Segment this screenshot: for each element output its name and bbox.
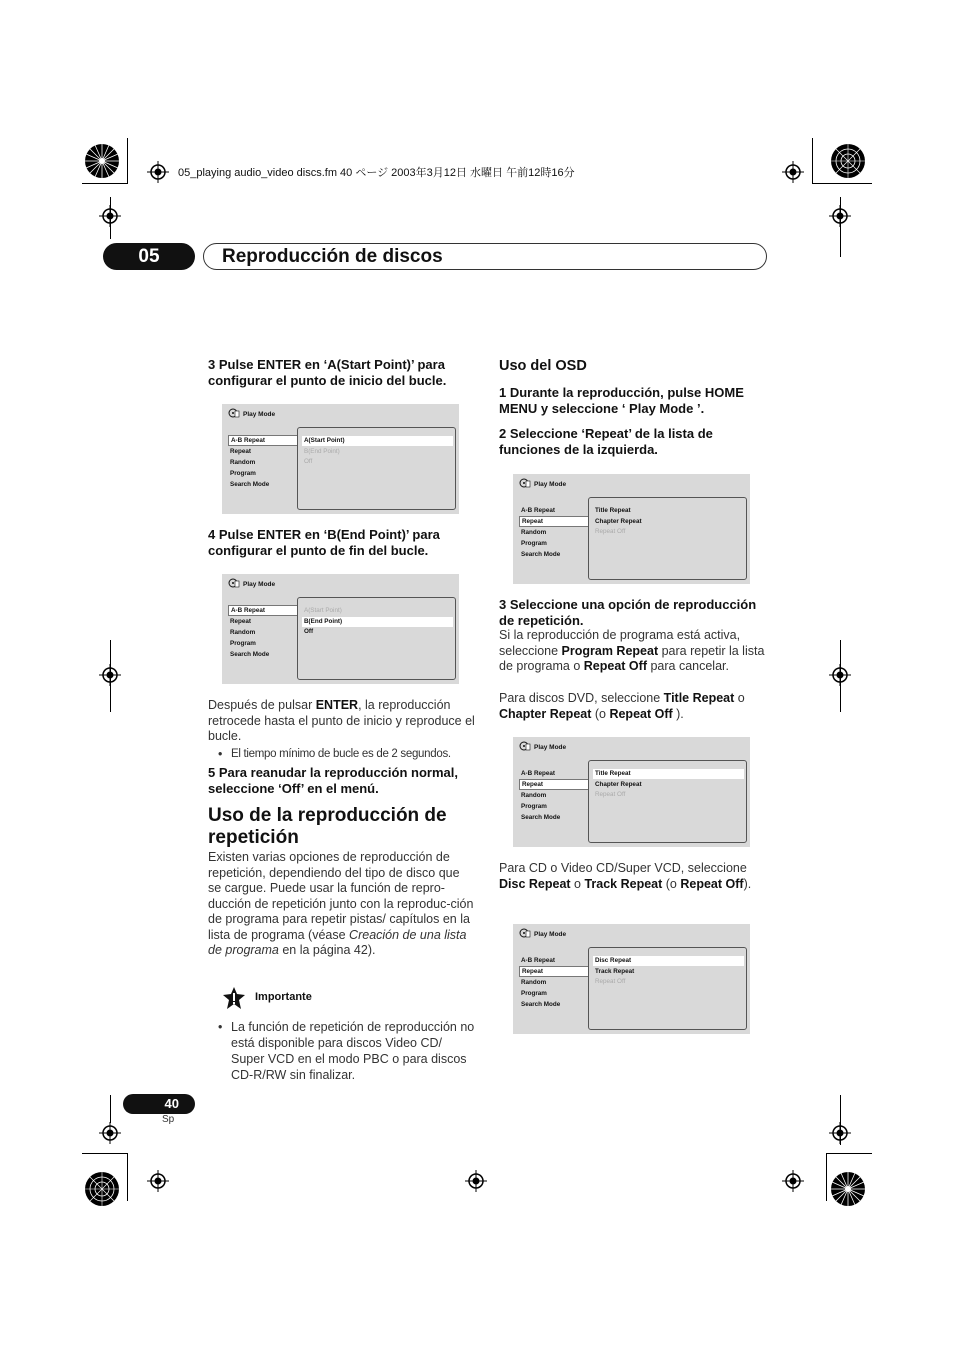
osd-menu-item[interactable]: Search Mode [521, 551, 561, 558]
osd-option[interactable]: Repeat Off [595, 978, 626, 985]
section-title-repeat: Uso de la reproducción de repetición [208, 805, 447, 848]
crosshair-mark [147, 1170, 169, 1192]
page-number: 40 [123, 1094, 195, 1114]
osd-menu-item[interactable]: A-B Repeat [521, 507, 555, 514]
text-run: para repetir la lista de programa o [499, 643, 765, 673]
osd-option[interactable]: B(End Point) [304, 448, 340, 455]
osd-menu-item[interactable]: Random [521, 529, 547, 536]
osd-menu [519, 955, 591, 1010]
step-5-left: 5 Para reanudar la reproducción normal, seleccione ‘Off’ en el menú. [208, 765, 458, 796]
osd-option[interactable]: Title Repeat [593, 769, 744, 779]
bullet-dot: • [218, 747, 223, 761]
crosshair-mark [829, 1122, 851, 1144]
osd-title: Play Mode [243, 411, 276, 418]
dvd-paragraph [499, 691, 767, 722]
crosshair-mark [99, 205, 121, 227]
text-run-bold: Chapter Repeat [499, 706, 592, 721]
crosshair-mark [829, 205, 851, 227]
disc-icon [519, 928, 531, 938]
text-run: o [734, 691, 745, 705]
bullet-dot: • [218, 1020, 223, 1034]
osd-option[interactable]: Title Repeat [595, 507, 631, 514]
crosshair-mark [782, 161, 804, 183]
text-run: o [570, 876, 585, 891]
sunburst-mark-top-left [84, 143, 120, 179]
osd-screen-disc-repeat [513, 924, 750, 1034]
text-run: en la página 42). [278, 943, 376, 957]
text-run: Existen varias opciones de reproducción de repetición, dependiendo del tipo de disco que se cargue. Puede usar la función de repro-ducción de repetición junto con la reproduc-ción de programa para repetir pistas/ capítulos en la lista de programa (véase [208, 850, 474, 942]
text-run: Para discos DVD, seleccione [499, 691, 664, 705]
warning-icon [222, 986, 246, 1010]
language-code: Sp [162, 1114, 175, 1125]
osd-menu-item[interactable]: Search Mode [521, 1001, 561, 1008]
osd-option[interactable]: Repeat Off [595, 528, 626, 535]
osd-options-panel [588, 947, 747, 1030]
text-run-bold: Repeat Off [609, 706, 673, 721]
osd-option[interactable]: Chapter Repeat [595, 518, 642, 525]
osd-title: Play Mode [243, 581, 276, 588]
text-run: Después de pulsar [208, 698, 316, 712]
step-1-right: 1 Durante la reproducción, pulse HOME MENU y seleccione ‘ Play Mode ’. [499, 385, 744, 416]
crosshair-mark [829, 664, 851, 686]
subheading-osd: Uso del OSD [499, 358, 587, 374]
osd-menu-item[interactable]: Random [521, 979, 547, 986]
osd-menu [228, 435, 300, 490]
osd-option[interactable]: Chapter Repeat [595, 781, 642, 788]
osd-menu [519, 505, 591, 560]
osd-menu-item[interactable]: Search Mode [230, 481, 270, 488]
osd-options-panel [297, 427, 456, 510]
osd-options-panel [588, 497, 747, 580]
osd-menu [519, 768, 591, 823]
osd-title: Play Mode [534, 744, 567, 751]
text-run: para cancelar. [646, 659, 729, 673]
osd-menu-item[interactable]: Random [230, 629, 256, 636]
osd-option[interactable]: Disc Repeat [593, 956, 744, 966]
text-run: Si la reproducción de programa está activa, seleccione [499, 628, 741, 658]
chapter-title: Reproducción de discos [222, 246, 443, 267]
osd-screen-ab-start [222, 404, 459, 514]
sunburst-mark-bottom-right [830, 1171, 866, 1207]
text-run-bold: Track Repeat [584, 876, 663, 891]
text-run-bold: Title Repeat [663, 691, 735, 705]
osd-option[interactable]: Track Repeat [595, 968, 635, 975]
program-repeat-paragraph [499, 628, 767, 675]
text-run: ). [743, 876, 752, 891]
disc-icon [519, 478, 531, 488]
osd-menu-item[interactable]: Repeat [519, 966, 594, 977]
osd-option[interactable]: B(End Point) [302, 617, 453, 627]
step-3-left: 3 Pulse ENTER en ‘A(Start Point)’ para configurar el punto de inicio del bucle. [208, 357, 447, 388]
crosshair-mark [147, 161, 169, 183]
step-4-left: 4 Pulse ENTER en ‘B(End Point)’ para configurar el punto de fin del bucle. [208, 527, 440, 558]
osd-options-panel [297, 597, 456, 680]
osd-menu-item[interactable]: Random [230, 459, 256, 466]
osd-menu-item[interactable]: A-B Repeat [228, 435, 303, 446]
step-2-right: 2 Seleccione ‘Repeat’ de la lista de funciones de la izquierda. [499, 426, 713, 457]
osd-options-panel [588, 760, 747, 843]
text-run: (o [662, 876, 681, 891]
text-run-bold: ENTER [315, 698, 359, 712]
disc-icon [228, 408, 240, 418]
osd-screen-title-repeat [513, 737, 750, 847]
chapter-number: 05 [103, 243, 195, 270]
osd-menu-item[interactable]: Program [230, 640, 256, 647]
disc-icon [519, 741, 531, 751]
osd-menu-item[interactable]: Search Mode [521, 814, 561, 821]
osd-title: Play Mode [534, 481, 567, 488]
text-run-bold: Repeat Off [680, 876, 744, 891]
text-run-bold: Program Repeat [561, 643, 659, 658]
important-label: Importante [255, 991, 312, 1003]
osd-menu-item[interactable]: Repeat [519, 779, 594, 790]
repeat-intro-paragraph [208, 850, 476, 959]
bullet-min-loop: El tiempo mínimo de bucle es de 2 segundos. [231, 748, 451, 760]
crosshair-mark [465, 1170, 487, 1192]
osd-menu-item[interactable]: Search Mode [230, 651, 270, 658]
text-run: , la reproducción retrocede hasta el punto de inicio y reproduce el bucle. [208, 698, 475, 743]
osd-menu-item[interactable]: Program [230, 470, 256, 477]
osd-option[interactable]: A(Start Point) [302, 436, 453, 446]
text-run-italic: Creación de una lista de programa [208, 927, 467, 957]
osd-menu-item[interactable]: Repeat [230, 618, 251, 625]
osd-menu-item[interactable]: A-B Repeat [521, 957, 555, 964]
cd-paragraph [499, 861, 767, 892]
osd-option[interactable]: Off [304, 628, 314, 635]
text-run: (o [591, 706, 610, 721]
text-run-bold: Disc Repeat [499, 876, 571, 891]
text-run: ). [672, 706, 684, 721]
osd-option[interactable]: Off [304, 458, 313, 465]
osd-screen-repeat-dvd [513, 474, 750, 584]
step-3-right: 3 Seleccione una opción de reproducción de repetición. [499, 597, 757, 628]
crosshair-mark [99, 1122, 121, 1144]
crosshair-mark [782, 1170, 804, 1192]
text-run-bold: Repeat Off [583, 659, 647, 673]
after-enter-paragraph [208, 698, 476, 745]
sunburst-mark-top-right [830, 143, 866, 179]
osd-option[interactable]: Repeat Off [595, 791, 626, 798]
file-info-line: 05_playing audio_video discs.fm 40 ページ 2003年3月12日 水曜日 午前12時16分 [178, 167, 575, 179]
osd-menu-item[interactable]: Program [521, 990, 547, 997]
osd-menu [228, 605, 300, 660]
osd-menu-item[interactable]: Program [521, 540, 547, 547]
disc-icon [228, 578, 240, 588]
osd-menu-item[interactable]: Repeat [230, 448, 251, 455]
osd-option[interactable]: A(Start Point) [304, 607, 342, 614]
osd-menu-item[interactable]: Repeat [519, 516, 594, 527]
crosshair-mark [99, 664, 121, 686]
sunburst-mark-bottom-left [84, 1171, 120, 1207]
osd-menu-item[interactable]: A-B Repeat [521, 770, 555, 777]
osd-menu-item[interactable]: A-B Repeat [228, 605, 303, 616]
osd-menu-item[interactable]: Program [521, 803, 547, 810]
osd-title: Play Mode [534, 931, 567, 938]
osd-screen-ab-end [222, 574, 459, 684]
chapter-title-bar [203, 243, 767, 270]
osd-menu-item[interactable]: Random [521, 792, 547, 799]
text-run: Para CD o Video CD/Super VCD, seleccione [499, 861, 747, 875]
important-note: La función de repetición de reproducción no está disponible para discos Video CD/ Super VCD en el modo PBC o para discos CD-R/RW sin finalizar. [231, 1020, 475, 1082]
